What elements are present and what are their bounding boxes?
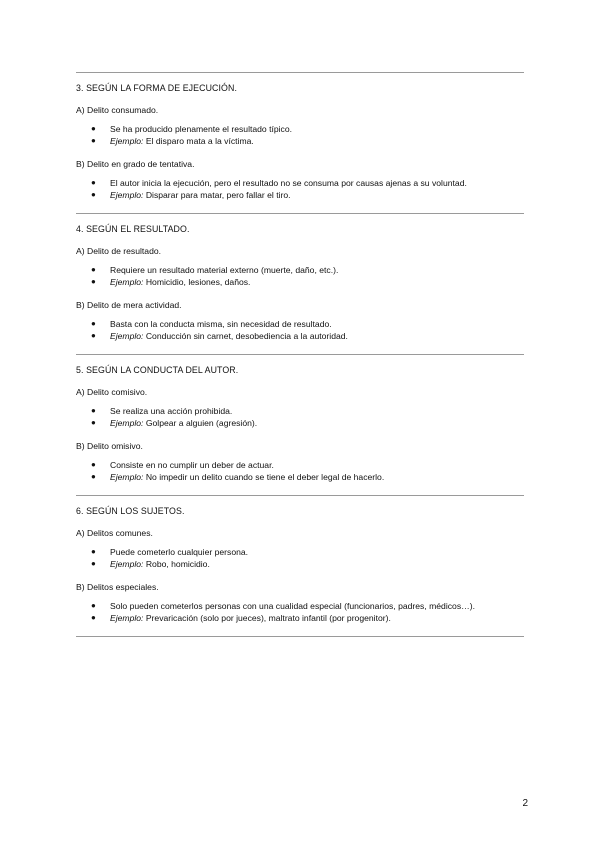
subsection-heading: B) Delitos especiales. bbox=[76, 582, 159, 592]
definition-text: Solo pueden cometerlos personas con una cualidad especial (funcionarios, padres, médicos…). bbox=[110, 601, 475, 611]
list-item bbox=[76, 264, 524, 276]
bullet-icon: ● bbox=[91, 265, 96, 274]
example-text: Prevaricación (solo por jueces), maltrato infantil (por progenitor). bbox=[145, 613, 391, 623]
bullet-icon: ● bbox=[91, 136, 96, 145]
bullet-list bbox=[76, 318, 524, 342]
example-label: Ejemplo: bbox=[110, 136, 144, 146]
example-text: El disparo mata a la víctima. bbox=[145, 136, 254, 146]
example-label: Ejemplo: bbox=[110, 472, 144, 482]
example-label: Ejemplo: bbox=[110, 331, 144, 341]
section-divider bbox=[76, 354, 524, 355]
list-item bbox=[76, 330, 524, 342]
bullet-icon: ● bbox=[91, 418, 96, 427]
bullet-icon: ● bbox=[91, 613, 96, 622]
section-title: 4. SEGÚN EL RESULTADO. bbox=[76, 224, 190, 234]
example-label: Ejemplo: bbox=[110, 559, 144, 569]
bullet-list bbox=[76, 177, 524, 201]
example-text: Homicidio, lesiones, daños. bbox=[145, 277, 251, 287]
list-item bbox=[76, 459, 524, 471]
page-number: 2 bbox=[522, 798, 528, 809]
bullet-icon: ● bbox=[91, 124, 96, 133]
definition-text: El autor inicia la ejecución, pero el resultado no se consuma por causas ajenas a su voluntad. bbox=[110, 178, 467, 188]
subsection-heading: A) Delito comisivo. bbox=[76, 387, 148, 397]
subsection-heading: B) Delito en grado de tentativa. bbox=[76, 159, 195, 169]
list-item bbox=[76, 417, 524, 429]
bullet-icon: ● bbox=[91, 460, 96, 469]
definition-text: Consiste en no cumplir un deber de actuar. bbox=[110, 460, 274, 470]
list-item bbox=[76, 276, 524, 288]
list-item bbox=[76, 612, 524, 624]
example-text: Conducción sin carnet, desobediencia a la autoridad. bbox=[145, 331, 348, 341]
list-item bbox=[76, 318, 524, 330]
list-item bbox=[76, 405, 524, 417]
bullet-icon: ● bbox=[91, 601, 96, 610]
list-item bbox=[76, 189, 524, 201]
subsection-heading: B) Delito de mera actividad. bbox=[76, 300, 182, 310]
list-item bbox=[76, 546, 524, 558]
example-text: Disparar para matar, pero fallar el tiro. bbox=[145, 190, 291, 200]
section-divider bbox=[76, 213, 524, 214]
definition-text: Se ha producido plenamente el resultado típico. bbox=[110, 124, 293, 134]
section-title: 6. SEGÚN LOS SUJETOS. bbox=[76, 506, 185, 516]
list-item bbox=[76, 471, 524, 483]
example-label: Ejemplo: bbox=[110, 613, 144, 623]
bullet-icon: ● bbox=[91, 319, 96, 328]
bullet-icon: ● bbox=[91, 472, 96, 481]
section-divider bbox=[76, 495, 524, 496]
example-text: No impedir un delito cuando se tiene el deber legal de hacerlo. bbox=[145, 472, 385, 482]
example-label: Ejemplo: bbox=[110, 277, 144, 287]
section-title: 5. SEGÚN LA CONDUCTA DEL AUTOR. bbox=[76, 365, 239, 375]
subsection-heading: A) Delitos comunes. bbox=[76, 528, 153, 538]
list-item bbox=[76, 600, 524, 612]
list-item bbox=[76, 177, 524, 189]
bullet-icon: ● bbox=[91, 559, 96, 568]
bullet-list bbox=[76, 546, 524, 570]
document-page bbox=[76, 72, 524, 637]
bullet-icon: ● bbox=[91, 277, 96, 286]
bullet-icon: ● bbox=[91, 178, 96, 187]
subsection-heading: A) Delito de resultado. bbox=[76, 246, 162, 256]
bullet-list bbox=[76, 264, 524, 288]
section-divider bbox=[76, 72, 524, 73]
bullet-icon: ● bbox=[91, 406, 96, 415]
list-item bbox=[76, 558, 524, 570]
bullet-list bbox=[76, 459, 524, 483]
bullet-list bbox=[76, 600, 524, 624]
example-label: Ejemplo: bbox=[110, 418, 144, 428]
example-label: Ejemplo: bbox=[110, 190, 144, 200]
list-item bbox=[76, 135, 524, 147]
bullet-icon: ● bbox=[91, 331, 96, 340]
definition-text: Se realiza una acción prohibida. bbox=[110, 406, 233, 416]
list-item bbox=[76, 123, 524, 135]
subsection-heading: A) Delito consumado. bbox=[76, 105, 159, 115]
definition-text: Puede cometerlo cualquier persona. bbox=[110, 547, 249, 557]
section-title: 3. SEGÚN LA FORMA DE EJECUCIÓN. bbox=[76, 83, 237, 93]
definition-text: Basta con la conducta misma, sin necesidad de resultado. bbox=[110, 319, 332, 329]
bullet-icon: ● bbox=[91, 190, 96, 199]
section-divider bbox=[76, 636, 524, 637]
bullet-icon: ● bbox=[91, 547, 96, 556]
bullet-list bbox=[76, 405, 524, 429]
bullet-list bbox=[76, 123, 524, 147]
example-text: Robo, homicidio. bbox=[145, 559, 210, 569]
definition-text: Requiere un resultado material externo (muerte, daño, etc.). bbox=[110, 265, 339, 275]
example-text: Golpear a alguien (agresión). bbox=[145, 418, 258, 428]
subsection-heading: B) Delito omisivo. bbox=[76, 441, 143, 451]
